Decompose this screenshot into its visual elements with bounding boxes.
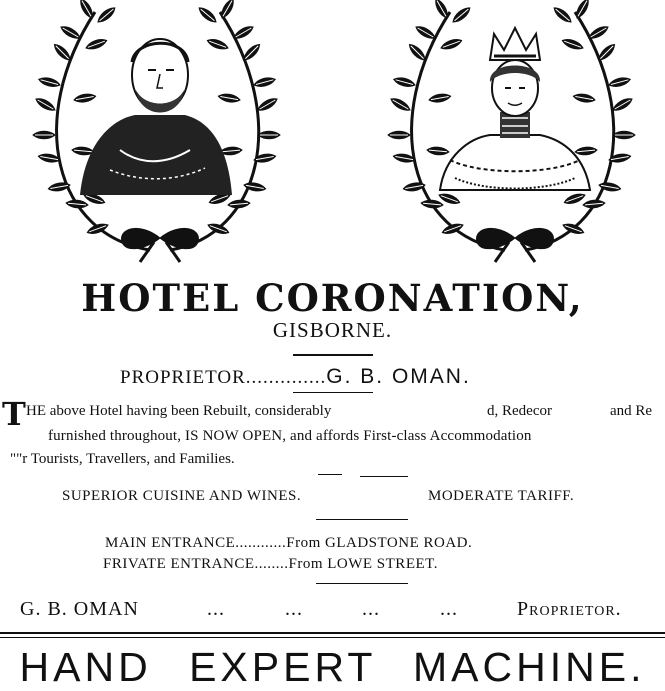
main-entrance-leader: ............: [235, 535, 287, 551]
proprietor-leader: ..............: [245, 367, 327, 388]
rule-short-1: [293, 354, 373, 356]
advert-divider-bottom: [0, 637, 665, 638]
signature-role: Proprietor.: [517, 598, 622, 620]
proprietor-line: [120, 365, 471, 389]
proprietor-label: PROPRIETOR: [120, 367, 246, 388]
rule-short-6: [316, 583, 408, 584]
rule-short-5: [316, 519, 408, 520]
body-line-1a: HE above Hotel having been Rebuilt, considerably: [26, 403, 332, 419]
king-portrait: [80, 39, 232, 195]
private-entrance-label: FRIVATE ENTRANCE: [103, 556, 255, 572]
proprietor-name: G. B. OMAN.: [326, 365, 471, 388]
body-line-1b: d, Redecor: [487, 403, 552, 419]
feature-tariff: MODERATE TARIFF.: [428, 488, 575, 504]
body-line-1c: and Re: [610, 403, 653, 419]
private-entrance-line: [103, 556, 438, 573]
main-entrance-label: MAIN ENTRANCE: [105, 535, 236, 551]
drop-cap: T: [2, 395, 26, 433]
town-name: GISBORNE.: [272, 318, 393, 342]
signature-name: G. B. OMAN: [20, 598, 139, 620]
queen-portrait: [440, 28, 590, 190]
rule-short-4: [360, 476, 408, 477]
signature-dots-2: ...: [285, 598, 303, 620]
private-entrance-leader: ........: [254, 556, 289, 572]
advert-divider-top: [0, 632, 665, 634]
rule-short-2: [293, 392, 373, 393]
signature-dots-4: ...: [440, 598, 458, 620]
main-entrance-from: From GLADSTONE ROAD.: [286, 535, 473, 551]
portraits-illustration: [0, 0, 665, 270]
private-entrance-from: From LOWE STREET.: [288, 556, 438, 572]
feature-cuisine: SUPERIOR CUISINE AND WINES.: [62, 488, 302, 504]
hotel-name-heading: HOTEL CORONATION,: [81, 276, 584, 320]
signature-dots-3: ...: [362, 598, 380, 620]
main-entrance-line: [105, 535, 472, 552]
body-line-3: ""r Tourists, Travellers, and Families.: [10, 451, 235, 467]
body-line-2: furnished throughout, IS NOW OPEN, and affords First-class Accommodation: [48, 428, 532, 444]
next-advert-headline: HAND EXPERT MACHINE.: [19, 644, 646, 690]
signature-dots-1: ...: [207, 598, 225, 620]
rule-short-3: [318, 474, 342, 475]
